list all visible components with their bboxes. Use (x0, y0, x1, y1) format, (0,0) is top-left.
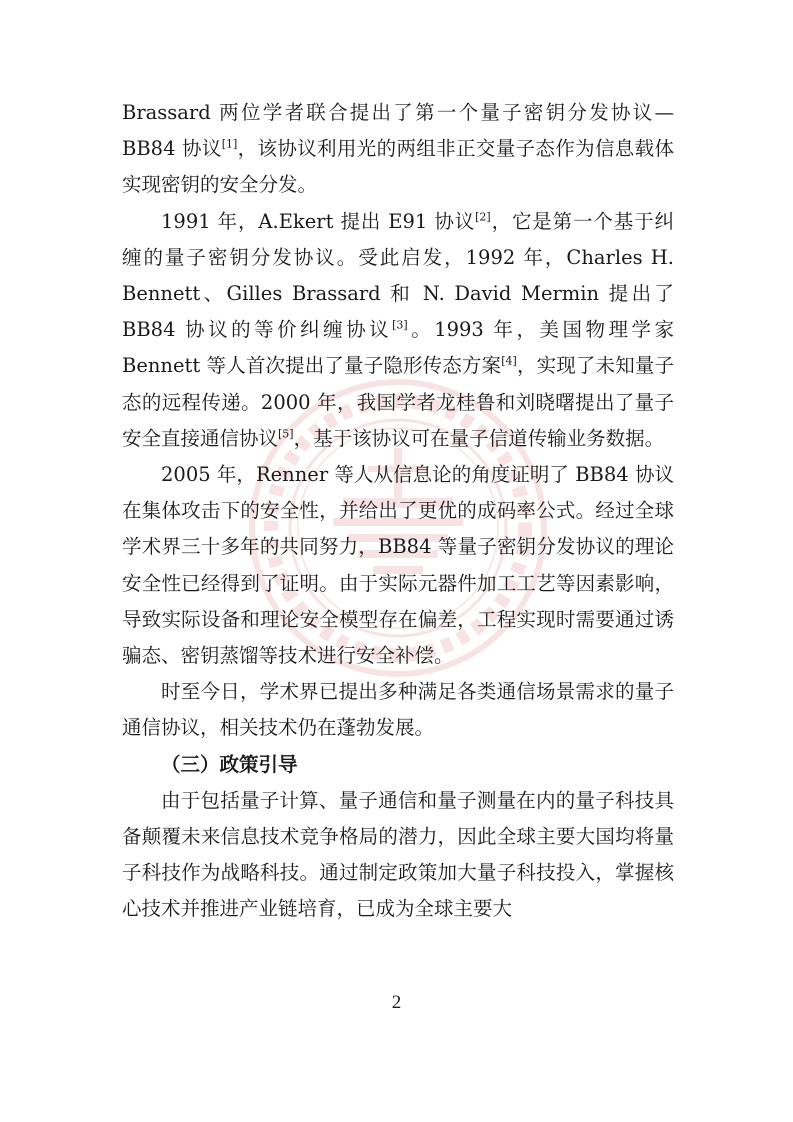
section-heading-policy: （三）政策引导 (161, 752, 298, 776)
paragraph-bb84: Brassard 两位学者联合提出了第一个量子密钥分发协议—BB84 协议[1]，该协议利用光的两组非正交量子态作为信息载体实现密钥的安全分发。 (122, 101, 674, 197)
citation-ref: [4] (501, 354, 517, 368)
paragraph-current-status: 时至今日，学术界已提出多种满足各类通信场景需求的量子通信协议，相关技术仍在蓬勃发展。 (122, 680, 674, 740)
paragraph-e91-history: 1991 年，A.Ekert 提出 E91 协议[2]，它是第一个基于纠缠的量子密钥分发协议。受此启发，1992 年，Charles H. Bennett、Gilles Brassard 和 N. David Mermin 提出了 BB84 协议的等价纠缠协议[3]。1993 年，美国物理学家 Bennett 等人首次提出了量子隐形传态方案[4]，实现了未知量子态的远程传递。2000 年，我国学者龙桂鲁和刘晓曙提出了量子安全直接通信协议[5]，基于该协议可在量子信道传输业务数据。 (122, 209, 674, 450)
document-body (122, 95, 674, 928)
paragraph-policy: 由于包括量子计算、量子通信和量子测量在内的量子科技具备颠覆未来信息技术竞争格局的潜力，因此全球主要大国均将量子科技作为战略科技。通过制定政策加大量子科技投入，掌握核心技术并推进产业链培育，已成为全球主要大 (122, 788, 674, 921)
page-number: 2 (391, 992, 402, 1013)
citation-ref: [1] (221, 137, 238, 151)
citation-ref: [2] (475, 210, 491, 224)
citation-ref: [3] (392, 318, 408, 332)
paragraph-renner-security: 2005 年，Renner 等人从信息论的角度证明了 BB84 协议在集体攻击下的安全性，并给出了更优的成码率公式。经过全球学术界三十多年的共同努力，BB84 等量子密钥分发协议的理论安全性已经得到了证明。由于实际元器件加工工艺等因素影响，导致实际设备和理论安全模型存在偏差，工程实现时需要通过诱骗态、密钥蒸馏等技术进行安全补偿。 (122, 463, 674, 668)
citation-ref: [5] (278, 427, 294, 441)
